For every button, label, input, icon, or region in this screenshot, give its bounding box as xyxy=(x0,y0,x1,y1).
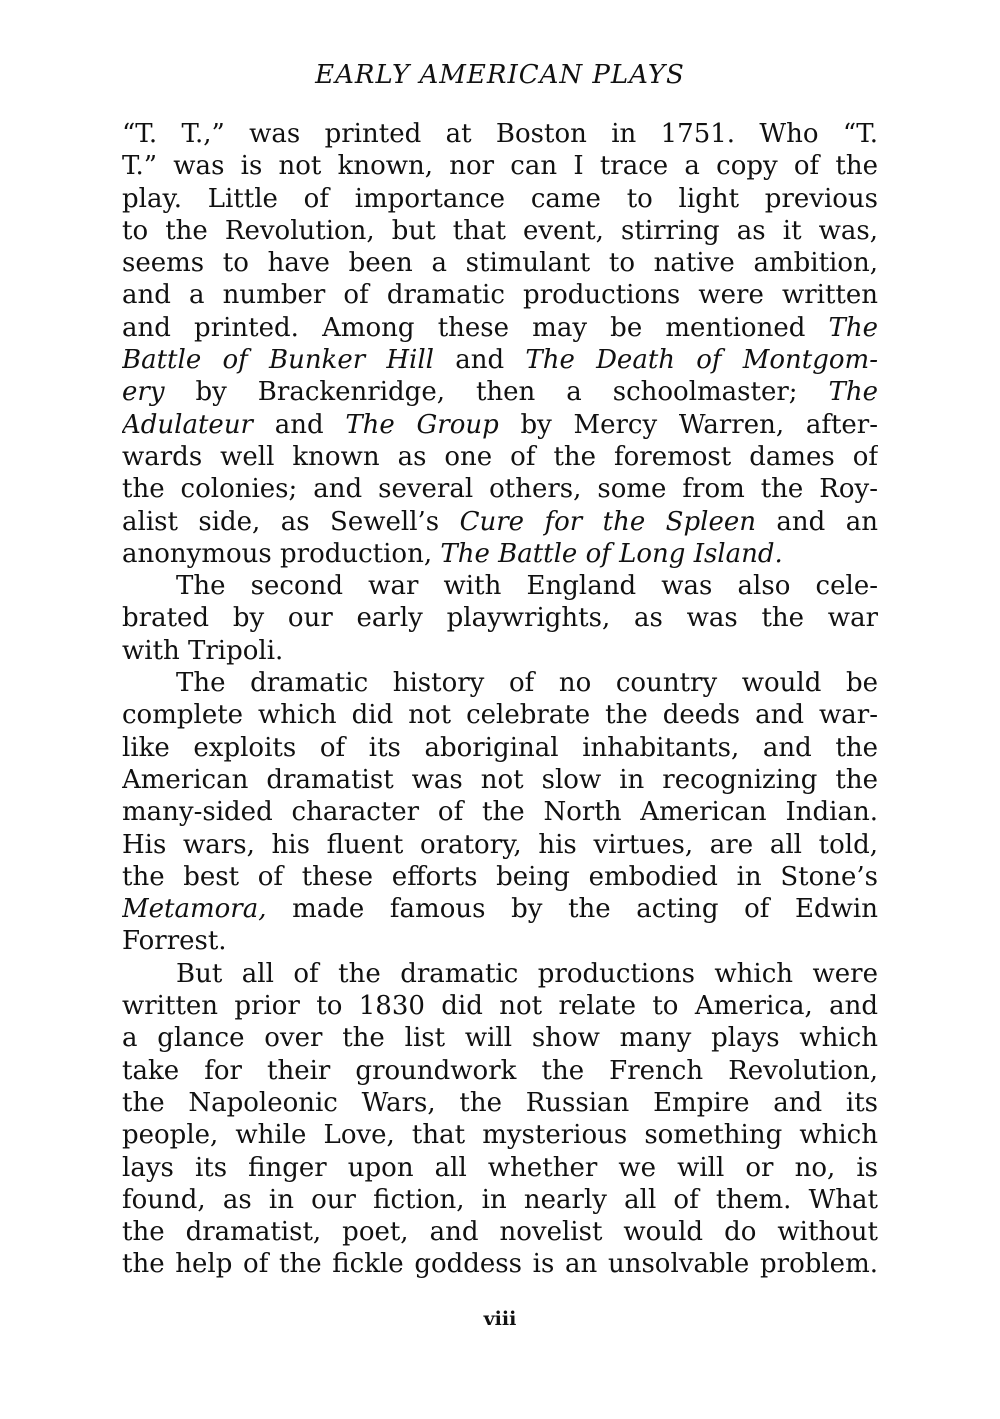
text-segment: made famous by the acting of Edwin xyxy=(266,894,878,925)
text-segment: But all of the dramatic productions which were xyxy=(176,958,878,989)
text-line xyxy=(122,279,878,311)
text-segment: the help of the fickle goddess is an unsolvable problem. xyxy=(122,1249,878,1280)
text-segment: brated by our early playwrights, as was the war xyxy=(122,603,878,634)
page-number: viii xyxy=(483,1308,517,1330)
text-segment: written prior to 1830 did not relate to America, and xyxy=(122,991,878,1022)
text-segment: play. Little of importance came to light previous xyxy=(122,183,878,214)
text-segment: The second war with England was also cele- xyxy=(176,571,878,602)
text-line xyxy=(122,441,878,473)
text-line xyxy=(122,667,878,699)
text-line xyxy=(122,183,878,215)
text-segment: alist side, as Sewell’s xyxy=(122,506,460,537)
text-segment: seems to have been a stimulant to native ambition, xyxy=(122,248,878,279)
text-segment: the colonies; and several others, some from the Roy- xyxy=(122,474,878,505)
text-line xyxy=(122,796,878,828)
text-line xyxy=(122,570,878,602)
text-line xyxy=(122,699,878,731)
text-segment: wards well known as one of the foremost dames of xyxy=(122,441,878,472)
text-line xyxy=(122,764,878,796)
text-line xyxy=(122,1119,878,1151)
italic-title: The xyxy=(828,377,878,408)
text-segment: and an xyxy=(755,506,878,537)
body-text xyxy=(122,118,878,1281)
text-segment: many-sided character of the North American Indian. xyxy=(122,797,878,828)
text-segment: His wars, his fluent oratory, his virtues, are all told, xyxy=(122,829,878,860)
italic-title: Adulateur xyxy=(122,409,253,440)
text-line xyxy=(122,376,878,408)
text-segment: the best of these efforts being embodied in Stone’s xyxy=(122,861,878,892)
text-segment: people, while Love, that mysterious something which xyxy=(122,1120,878,1151)
text-line xyxy=(122,829,878,861)
text-line xyxy=(122,635,878,667)
text-line xyxy=(122,732,878,764)
text-segment: lays its finger upon all whether we will or no, is xyxy=(122,1152,878,1183)
running-head: EARLY AMERICAN PLAYS xyxy=(315,60,685,90)
text-segment: complete which did not celebrate the deeds and war- xyxy=(122,700,878,731)
text-segment: with Tripoli. xyxy=(122,635,284,666)
text-segment: and a number of dramatic productions were written xyxy=(122,280,878,311)
text-segment: T.” was is not known, nor can I trace a copy of the xyxy=(122,151,878,182)
text-line xyxy=(122,247,878,279)
text-line xyxy=(122,1152,878,1184)
text-segment: like exploits of its aboriginal inhabitants, and the xyxy=(122,732,878,763)
text-segment: and xyxy=(434,345,526,376)
text-line xyxy=(122,1087,878,1119)
text-line xyxy=(122,344,878,376)
text-line xyxy=(122,473,878,505)
text-line xyxy=(122,990,878,1022)
text-segment: The dramatic history of no country would be xyxy=(176,668,878,699)
text-segment: by Brackenridge, then a schoolmaster; xyxy=(164,377,829,408)
text-segment: a glance over the list will show many plays which xyxy=(122,1023,878,1054)
text-line xyxy=(122,1022,878,1054)
italic-title: Battle of Bunker Hill xyxy=(122,345,434,376)
text-segment: to the Revolution, but that event, stirring as it was, xyxy=(122,215,878,246)
text-segment: “T. T.,” was printed at Boston in 1751. Who “T. xyxy=(122,119,878,149)
text-line xyxy=(122,1184,878,1216)
text-line xyxy=(122,861,878,893)
text-segment: take for their groundwork the French Revolution, xyxy=(122,1055,878,1086)
text-line xyxy=(122,1055,878,1087)
text-segment: American dramatist was not slow in recognizing the xyxy=(122,764,878,795)
text-segment: by Mercy Warren, after- xyxy=(498,409,878,440)
text-line xyxy=(122,215,878,247)
text-segment: the Napoleonic Wars, the Russian Empire and its xyxy=(122,1087,878,1118)
text-line xyxy=(122,538,878,570)
text-line xyxy=(122,506,878,538)
italic-title: The Death of Montgom- xyxy=(525,345,878,376)
italic-title: Metamora, xyxy=(122,894,267,925)
italic-title: The xyxy=(828,312,878,343)
text-line xyxy=(122,602,878,634)
text-line xyxy=(122,1216,878,1248)
text-line xyxy=(122,958,878,990)
text-segment: found, as in our fiction, in nearly all of them. What xyxy=(122,1184,878,1215)
text-line xyxy=(122,925,878,957)
italic-title: The Battle of Long Island. xyxy=(440,538,783,569)
text-line xyxy=(122,409,878,441)
text-line xyxy=(122,1248,878,1280)
text-line xyxy=(122,893,878,925)
italic-title: Cure for the Spleen xyxy=(459,506,756,537)
text-segment: Forrest. xyxy=(122,926,227,957)
text-segment: and printed. Among these may be mentioned xyxy=(122,312,829,343)
text-segment: anonymous production, xyxy=(122,538,441,569)
italic-title: The Group xyxy=(345,409,499,440)
text-line xyxy=(122,312,878,344)
text-segment: the dramatist, poet, and novelist would do without xyxy=(122,1217,878,1248)
text-segment: and xyxy=(253,409,346,440)
italic-title: ery xyxy=(122,377,165,408)
text-line xyxy=(122,150,878,182)
text-line xyxy=(122,118,878,150)
